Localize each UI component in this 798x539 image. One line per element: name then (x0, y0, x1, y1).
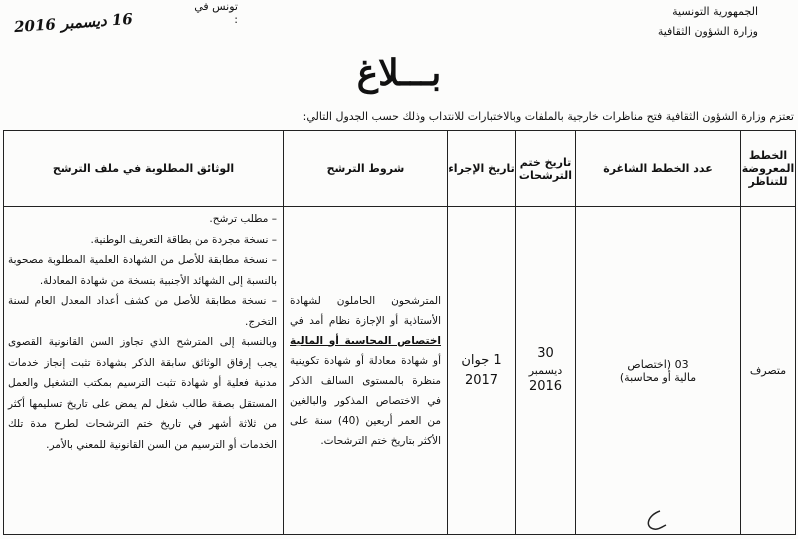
close-day: 30 (537, 346, 554, 361)
table-header-row (4, 131, 796, 207)
cond-specialty: اختصاص المحاسبة أو المالية (290, 334, 441, 347)
ministry-label: وزارة الشؤون الثقافية (657, 25, 758, 38)
doc-item: – نسخة مطابقة للأصل من الشهادة العلمية المطلوبة مصحوبة بالنسبة إلى الشهائد الأجنبية بنسخة من شهادة المعادلة. (8, 254, 277, 287)
doc-note: وبالنسبة إلى المترشح الذي تجاوز السن القانونية القصوى يجب إرفاق الوثائق سابقة الذكر بشهادة تثبت إنجاز خدمات مدنية فعلية أو شهادة تثبت الترسيم بمكتب التشغيل والعمل المستقل بصفة طالب شغل لم يمض على تاريخ تسليمها أكثر من ثلاثة أشهر في تاريخ ختم الترشحات لطرح مدة تلك الخدمات أو الترسيم من السن القانونية للمعني بالأمر. (8, 336, 277, 451)
letterhead (658, 2, 758, 42)
doc-item: – مطلب ترشح. (209, 213, 277, 225)
close-year: 2016 (528, 379, 563, 394)
cond-text-2: أو شهادة معادلة أو شهادة تكوينية منظرة بالمستوى السالف الذكر في الاختصاص المذكور والبالغين من العمر أربعين (40) سنة على الأكثر بتاريخ ختم الترشحات. (290, 354, 441, 447)
intro-text: تعتزم وزارة الشؤون الثقافية فتح مناظرات خارجية بالملفات وبالاختبارات للانتداب وذلك حسب الجدول التالي: (302, 110, 794, 123)
header-exam-date: تاريخ الإجراء (448, 131, 516, 207)
doc-item: – نسخة مجردة من بطاقة التعريف الوطنية. (90, 233, 277, 246)
cell-conditions (284, 207, 448, 535)
city-label: تونس في : (194, 0, 238, 26)
cell-exam-date (448, 207, 516, 535)
close-month: ديسمبر (528, 364, 563, 377)
exam-date-line-2: 2017 (464, 372, 499, 388)
cond-text-1: المترشحون الحاملون لشهادة الأستاذية أو الإجازة نظام أمد في (290, 294, 441, 327)
page-title: بـــلاغ (356, 52, 442, 94)
handwritten-date: 16 ديسمبر 2016 (13, 9, 134, 37)
cell-plan: متصرف (741, 207, 796, 535)
republic-label: الجمهورية التونسية (672, 5, 758, 18)
header-close-date: تاريخ ختم الترشحات (516, 131, 576, 207)
header-conditions: شروط الترشح (284, 131, 448, 207)
competition-table (3, 130, 796, 535)
count-line-1: 03 (اختصاص (627, 357, 689, 371)
cell-close-date (516, 207, 576, 535)
handwritten-mark (640, 505, 670, 535)
cell-count (576, 207, 741, 535)
header-plan: الخطط المعروضة للتناظر (741, 131, 796, 207)
table-row (4, 207, 796, 535)
count-line-2: مالية أو محاسبة) (619, 370, 697, 384)
exam-date-line-1: 1 جوان (461, 352, 502, 368)
header-documents: الوثائق المطلوبة في ملف الترشح (4, 131, 284, 207)
date-block (8, 0, 238, 46)
header-count: عدد الخطط الشاغرة (576, 131, 741, 207)
cell-documents (4, 207, 284, 535)
doc-item: – نسخة مطابقة للأصل من كشف أعداد المعدل العام لسنة التخرج. (8, 295, 277, 328)
